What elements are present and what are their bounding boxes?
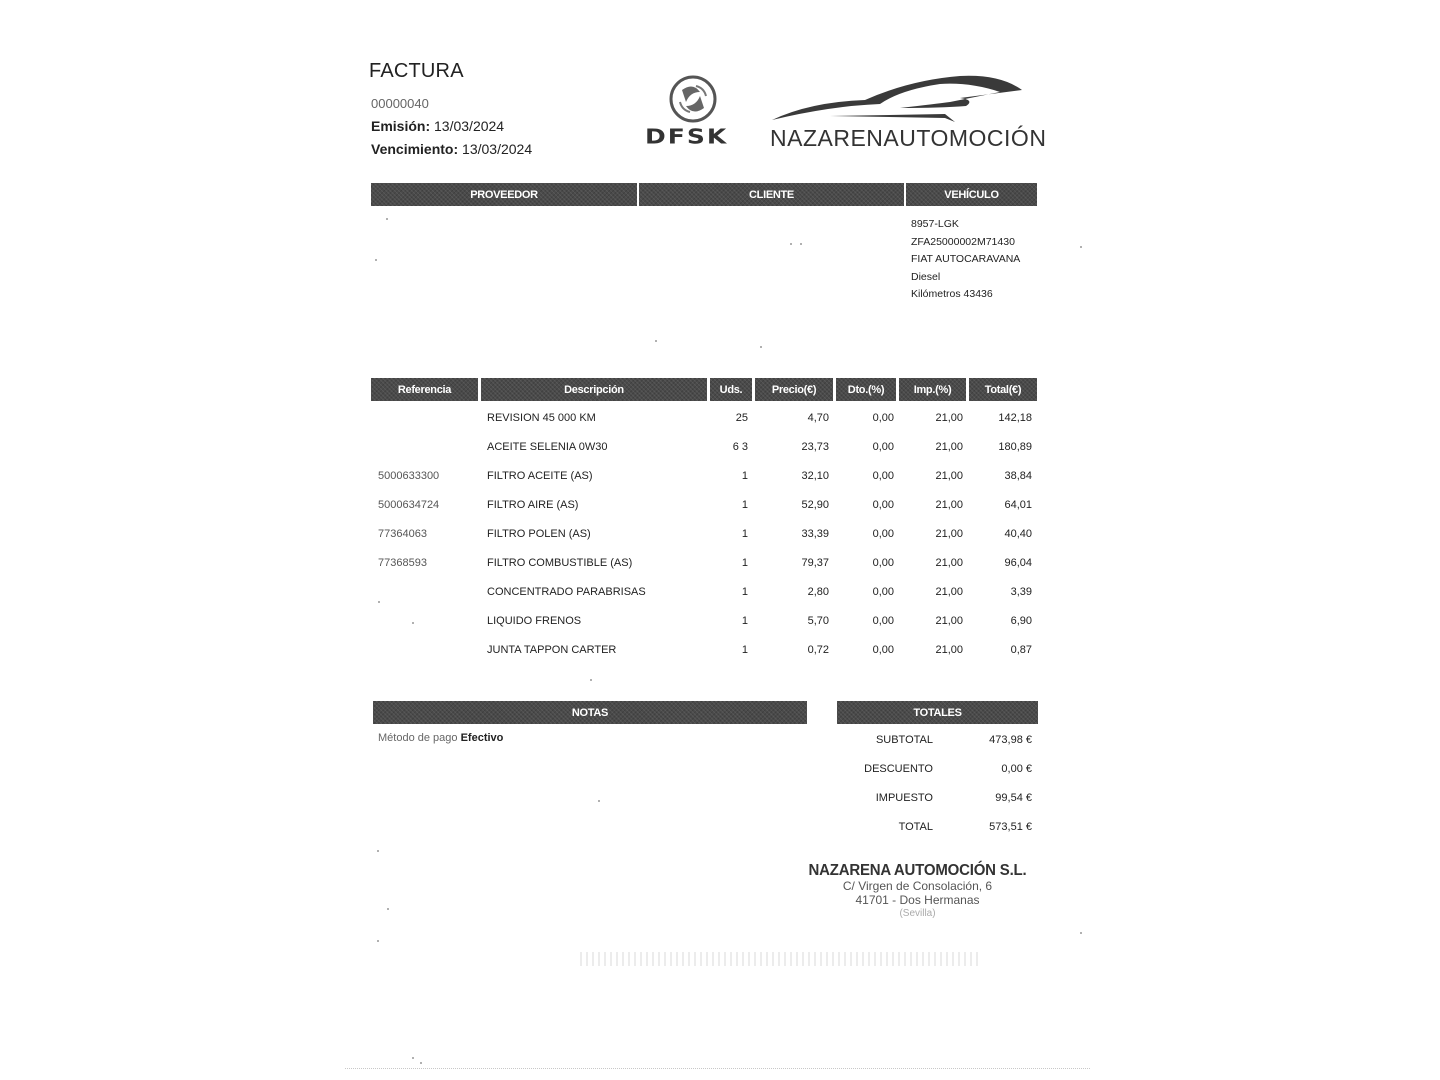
cell-desc: JUNTA TAPPON CARTER [487,644,617,656]
cell-uds: 1 [741,615,748,627]
vehicle-fuel: Diesel [911,270,941,283]
cell-precio: 23,73 [801,441,829,453]
cell-precio: 52,90 [801,499,829,511]
due-value: 13/03/2024 [462,141,533,157]
cell-uds: 1 [741,470,748,482]
stamp-company: NAZARENA AUTOMOCIÓN S.L. [808,861,1027,880]
scan-speck [655,340,657,342]
table-row [371,584,1037,613]
table-row [371,497,1037,526]
faint-footer-text [580,952,980,966]
totales-header: TOTALES [837,701,1038,724]
cell-desc: FILTRO POLEN (AS) [487,528,591,540]
scan-speck [1080,932,1082,934]
table-row [371,613,1037,642]
cell-desc: FILTRO COMBUSTIBLE (AS) [487,557,633,569]
vehiculo-header: VEHÍCULO [906,183,1037,206]
cell-precio: 4,70 [807,412,829,424]
cell-imp: 21,00 [935,586,963,598]
cell-dto: 0,00 [872,615,894,627]
cell-desc: FILTRO AIRE (AS) [487,499,579,511]
total-label: TOTAL [898,821,933,833]
car-silhouette-logo-icon [770,72,1030,132]
cell-desc: CONCENTRADO PARABRISAS [487,586,646,598]
scan-speck [760,346,762,348]
col-precio: Precio(€) [755,378,833,401]
cell-imp: 21,00 [935,470,963,482]
cell-dto: 0,00 [872,586,894,598]
stamp-province: (Sevilla) [899,908,936,919]
col-total: Total(€) [969,378,1037,401]
cell-uds: 1 [741,557,748,569]
scan-speck [377,850,379,852]
table-row [371,439,1037,468]
payment-label: Método de pago [378,732,458,744]
cell-precio: 33,39 [801,528,829,540]
scan-speck [420,1062,422,1064]
scan-speck [412,1057,414,1059]
stamp-street: C/ Virgen de Consolación, 6 [842,879,993,893]
stamp-city: 41701 - Dos Hermanas [855,893,980,907]
cell-ref: 5000634724 [378,499,440,511]
cell-total: 0,87 [1010,644,1032,656]
cell-imp: 21,00 [935,644,963,656]
nazaren-light: NAZAREN [770,125,884,151]
page-bottom-edge [345,1068,1090,1070]
cell-ref: 5000633300 [378,470,440,482]
vehicle-vin: ZFA25000002M71430 [911,235,1015,248]
nazaren-logo-text [770,125,1046,152]
payment-method [378,732,503,744]
payment-value: Efectivo [460,732,504,744]
cell-dto: 0,00 [872,441,894,453]
col-dto: Dto.(%) [836,378,896,401]
table-row [371,642,1037,671]
descuento-label: DESCUENTO [864,763,933,775]
dfsk-emblem-icon [668,74,718,124]
table-row [371,555,1037,584]
cell-precio: 5,70 [807,615,829,627]
company-stamp [800,862,1035,921]
nazaren-bold: AUTOMOCIÓN [883,125,1047,151]
dfsk-logo-text: DFSK [645,124,729,149]
vehicle-plate: 8957-LGK [911,218,959,230]
cell-total: 3,39 [1010,586,1032,598]
cell-dto: 0,00 [872,470,894,482]
impuesto-value: 99,54 € [995,792,1032,804]
col-uds: Uds. [710,378,752,401]
cell-total: 6,90 [1010,615,1032,627]
invoice-number: 00000040 [371,96,429,111]
col-imp: Imp.(%) [899,378,966,401]
cell-imp: 21,00 [935,615,963,627]
cell-desc: ACEITE SELENIA 0W30 [487,441,608,453]
scan-speck [378,601,380,603]
col-referencia: Referencia [371,378,478,401]
cliente-header: CLIENTE [639,183,904,206]
cell-total: 40,40 [1004,528,1032,540]
scan-speck [800,243,802,245]
cell-imp: 21,00 [935,412,963,424]
total-value: 573,51 € [989,821,1032,833]
cell-desc: FILTRO ACEITE (AS) [487,470,593,482]
cell-dto: 0,00 [872,528,894,540]
scan-speck [790,243,792,245]
cell-dto: 0,00 [872,557,894,569]
cell-uds: 1 [741,499,748,511]
emission-value: 13/03/2024 [434,118,505,134]
emission-label: Emisión: [371,118,431,134]
subtotal-label: SUBTOTAL [875,734,933,746]
vehicle-km: Kilómetros 43436 [911,288,993,301]
scan-speck [1080,246,1082,248]
subtotal-value: 473,98 € [989,734,1032,746]
cell-precio: 79,37 [801,557,829,569]
cell-uds: 25 [735,412,748,424]
invoice-title: FACTURA [369,60,464,82]
cell-total: 96,04 [1004,557,1032,569]
cell-precio: 2,80 [807,586,829,598]
cell-imp: 21,00 [935,441,963,453]
cell-total: 142,18 [998,412,1032,424]
scan-speck [387,908,389,910]
due-label: Vencimiento: [371,141,459,157]
cell-ref: 77364063 [378,528,427,540]
emission-date [371,118,504,134]
scan-speck [386,218,388,220]
cell-imp: 21,00 [935,499,963,511]
scan-speck [590,679,592,681]
cell-dto: 0,00 [872,412,894,424]
vehicle-model: FIAT AUTOCARAVANA [911,253,1021,266]
cell-imp: 21,00 [935,528,963,540]
table-row [371,468,1037,497]
cell-uds: 1 [741,644,748,656]
table-row [371,526,1037,555]
impuesto-label: IMPUESTO [875,792,933,804]
due-date [371,141,532,157]
scan-speck [377,940,379,942]
cell-precio: 32,10 [801,470,829,482]
cell-uds: 1 [741,586,748,598]
scan-speck [412,622,414,624]
cell-total: 180,89 [998,441,1032,453]
cell-uds: 6 3 [732,441,748,453]
cell-dto: 0,00 [872,499,894,511]
cell-precio: 0,72 [807,644,829,656]
cell-total: 38,84 [1004,470,1032,482]
cell-ref: 77368593 [378,557,427,569]
table-row [371,410,1037,439]
cell-total: 64,01 [1004,499,1032,511]
vehicle-details [911,216,1020,304]
cell-imp: 21,00 [935,557,963,569]
cell-uds: 1 [741,528,748,540]
cell-dto: 0,00 [872,644,894,656]
proveedor-header: PROVEEDOR [371,183,637,206]
scan-speck [375,259,377,261]
cell-desc: LIQUIDO FRENOS [487,615,582,627]
scan-speck [598,800,600,802]
cell-desc: REVISION 45 000 KM [487,412,596,424]
descuento-value: 0,00 € [1001,763,1032,775]
col-descripcion: Descripción [481,378,707,401]
notas-header: NOTAS [373,701,807,724]
